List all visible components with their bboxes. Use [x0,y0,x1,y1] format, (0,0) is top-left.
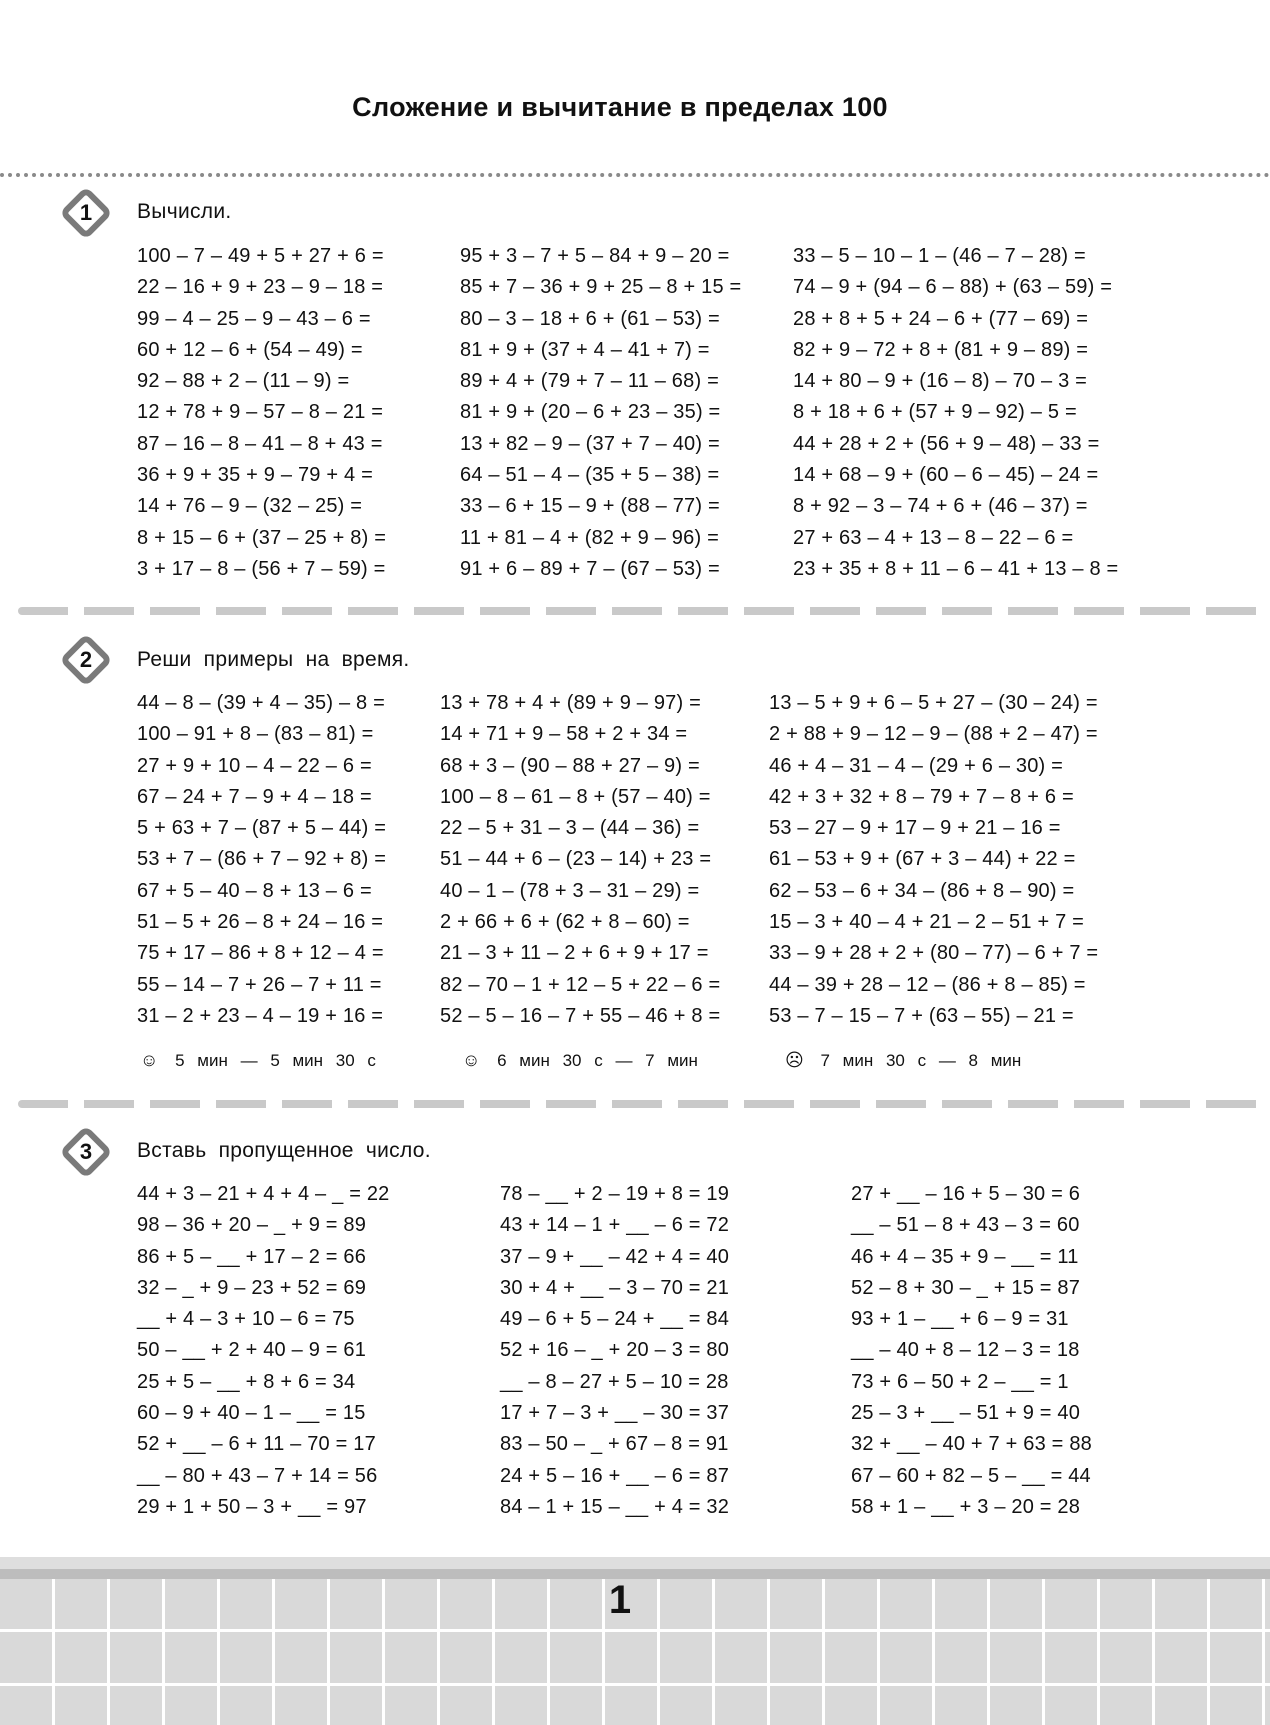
equation-row: 82 – 70 – 1 + 12 – 5 + 22 – 6 = [440,973,721,996]
equation-row: 28 + 8 + 5 + 24 – 6 + (77 – 69) = [793,307,1089,330]
equation-row: 14 + 80 – 9 + (16 – 8) – 70 – 3 = [793,370,1088,393]
dashed-divider [18,1100,1268,1108]
equation-row: 22 – 5 + 31 – 3 – (44 – 36) = [440,817,700,840]
equation-row: 85 + 7 – 36 + 9 + 25 – 8 + 15 = [460,276,742,299]
task-3-column-3 [851,1179,1092,1523]
equation-row: 42 + 3 + 32 + 8 – 79 + 7 – 8 + 6 = [769,785,1074,808]
equation-row: 74 – 9 + (94 – 6 – 88) + (63 – 59) = [793,276,1113,299]
equation-row: 52 – 8 + 30 – _ + 15 = 87 [851,1276,1081,1299]
equation-row: 75 + 17 – 86 + 8 + 12 – 4 = [137,942,384,965]
equation-row: 36 + 9 + 35 + 9 – 79 + 4 = [137,464,373,487]
equation-row: __ – 51 – 8 + 43 – 3 = 60 [851,1214,1080,1237]
equation-row: __ – 8 – 27 + 5 – 10 = 28 [500,1370,729,1393]
page-number: 1 [608,1578,632,1622]
task-1-badge [57,184,117,244]
equation-row: 51 – 5 + 26 – 8 + 24 – 16 = [137,911,384,934]
dotted-divider [0,173,1270,177]
equation-row: 2 + 66 + 6 + (62 + 8 – 60) = [440,911,690,934]
task-2-column-2 [440,688,720,1032]
equation-row: 13 + 82 – 9 – (37 + 7 – 40) = [460,432,720,455]
task-2-number: 2 [79,647,93,672]
equation-row: 22 – 16 + 9 + 23 – 9 – 18 = [137,276,384,299]
equation-row: 44 – 39 + 28 – 12 – (86 + 8 – 85) = [769,973,1086,996]
equation-row: 17 + 7 – 3 + __ – 30 = 37 [500,1402,730,1425]
equation-row: 80 – 3 – 18 + 6 + (61 – 53) = [460,307,720,330]
equation-row: 92 – 88 + 2 – (11 – 9) = [137,370,350,393]
equation-row: 46 + 4 – 31 – 4 – (29 + 6 – 30) = [769,754,1064,777]
equation-row: 44 – 8 – (39 + 4 – 35) – 8 = [137,692,386,714]
task-1-number: 1 [79,200,93,225]
equation-row: 21 – 3 + 11 – 2 + 6 + 9 + 17 = [440,942,709,965]
task-1-column-3 [793,241,1118,585]
equation-row: 5 + 63 + 7 – (87 + 5 – 44) = [137,817,387,840]
equation-row: 67 + 5 – 40 – 8 + 13 – 6 = [137,879,372,902]
equation-row: 24 + 5 – 16 + __ – 6 = 87 [500,1464,730,1487]
task-3-number: 3 [79,1139,93,1164]
equation-row: 89 + 4 + (79 + 7 – 11 – 68) = [460,370,719,393]
equation-row: 83 – 50 – _ + 67 – 8 = 91 [500,1433,729,1456]
equation-row: 81 + 9 + (37 + 4 – 41 + 7) = [460,338,710,361]
equation-row: 33 – 5 – 10 – 1 – (46 – 7 – 28) = [793,245,1086,267]
task-3-column-1 [137,1179,389,1523]
equation-row: 25 – 3 + __ – 51 + 9 = 40 [851,1402,1081,1425]
equation-row: 100 – 91 + 8 – (83 – 81) = [137,723,374,746]
equation-row: 8 + 18 + 6 + (57 + 9 – 92) – 5 = [793,401,1077,424]
smile-icon: ☺ [462,1050,481,1070]
equation-row: 13 – 5 + 9 + 6 – 5 + 27 – (30 – 24) = [769,692,1098,714]
equation-row: 50 – __ + 2 + 40 – 9 = 61 [137,1339,367,1362]
equation-row: 27 + 63 – 4 + 13 – 8 – 22 – 6 = [793,526,1074,549]
task-1-column-1 [137,241,386,585]
equation-row: 55 – 14 – 7 + 26 – 7 + 11 = [137,973,382,996]
equation-row: 53 + 7 – (86 + 7 – 92 + 8) = [137,848,387,871]
equation-row: 25 + 5 – __ + 8 + 6 = 34 [137,1370,356,1393]
equation-row: 37 – 9 + __ – 42 + 4 = 40 [500,1245,730,1268]
equation-row: 46 + 4 – 35 + 9 – __ = 11 [851,1245,1079,1268]
dashed-divider [18,607,1268,615]
equation-row: 95 + 3 – 7 + 5 – 84 + 9 – 20 = [460,245,730,267]
equation-row: 40 – 1 – (78 + 3 – 31 – 29) = [440,879,700,902]
timing-medium [462,1050,698,1071]
equation-row: 100 – 8 – 61 – 8 + (57 – 40) = [440,785,711,808]
equation-row: 86 + 5 – __ + 17 – 2 = 66 [137,1245,367,1268]
task-2-column-1 [137,688,386,1032]
frown-icon: ☹ [785,1050,804,1070]
equation-row: 93 + 1 – __ + 6 – 9 = 31 [851,1308,1069,1331]
task-3-badge [57,1123,117,1183]
equation-row: 99 – 4 – 25 – 9 – 43 – 6 = [137,307,371,330]
task-2-badge [57,631,117,691]
equation-row: 3 + 17 – 8 – (56 + 7 – 59) = [137,557,386,580]
task-2-title: Реши примеры на время. [137,648,410,671]
task-1-title: Вычисли. [137,200,232,223]
equation-row: 58 + 1 – __ + 3 – 20 = 28 [851,1495,1081,1518]
equation-row: 44 + 28 + 2 + (56 + 9 – 48) – 33 = [793,432,1100,455]
equation-row: 49 – 6 + 5 – 24 + __ = 84 [500,1308,730,1331]
equation-row: 29 + 1 + 50 – 3 + __ = 97 [137,1495,367,1518]
timing-slow [785,1050,1021,1071]
equation-row: 53 – 27 – 9 + 17 – 9 + 21 – 16 = [769,817,1061,840]
equation-row: 53 – 7 – 15 – 7 + (63 – 55) – 21 = [769,1004,1074,1027]
equation-row: 15 – 3 + 40 – 4 + 21 – 2 – 51 + 7 = [769,911,1085,934]
equation-row: 23 + 35 + 8 + 11 – 6 – 41 + 13 – 8 = [793,557,1119,580]
timing-medium-text: 6 мин 30 с — 7 мин [497,1051,698,1070]
equation-row: 27 + __ – 16 + 5 – 30 = 6 [851,1183,1081,1205]
equation-row: 52 + 16 – _ + 20 – 3 = 80 [500,1339,730,1362]
equation-row: 61 – 53 + 9 + (67 + 3 – 44) + 22 = [769,848,1076,871]
equation-row: 8 + 15 – 6 + (37 – 25 + 8) = [137,526,387,549]
equation-row: 8 + 92 – 3 – 74 + 6 + (46 – 37) = [793,495,1088,518]
equation-row: 73 + 6 – 50 + 2 – __ = 1 [851,1370,1069,1393]
equation-row: 31 – 2 + 23 – 4 – 19 + 16 = [137,1004,384,1027]
equation-row: 30 + 4 + __ – 3 – 70 = 21 [500,1276,730,1299]
equation-row: 14 + 68 – 9 + (60 – 6 – 45) – 24 = [793,464,1099,487]
equation-row: 32 + __ – 40 + 7 + 63 = 88 [851,1433,1092,1456]
equation-row: 52 + __ – 6 + 11 – 70 = 17 [137,1433,376,1456]
equation-row: __ – 40 + 8 – 12 – 3 = 18 [851,1339,1080,1362]
equation-row: __ – 80 + 43 – 7 + 14 = 56 [137,1464,378,1487]
equation-row: 98 – 36 + 20 – _ + 9 = 89 [137,1214,367,1237]
equation-row: 60 + 12 – 6 + (54 – 49) = [137,338,363,361]
equation-row: 60 – 9 + 40 – 1 – __ = 15 [137,1402,366,1425]
equation-row: 84 – 1 + 15 – __ + 4 = 32 [500,1495,730,1518]
equation-row: 68 + 3 – (90 – 88 + 27 – 9) = [440,754,700,777]
equation-row: 100 – 7 – 49 + 5 + 27 + 6 = [137,245,384,267]
equation-row: 82 + 9 – 72 + 8 + (81 + 9 – 89) = [793,338,1089,361]
equation-row: 2 + 88 + 9 – 12 – 9 – (88 + 2 – 47) = [769,723,1098,746]
equation-row: 67 – 24 + 7 – 9 + 4 – 18 = [137,785,372,808]
equation-row: 14 + 71 + 9 – 58 + 2 + 34 = [440,723,688,746]
task-1-column-2 [460,241,741,585]
equation-row: 33 – 9 + 28 + 2 + (80 – 77) – 6 + 7 = [769,942,1099,965]
equation-row: 13 + 78 + 4 + (89 + 9 – 97) = [440,692,701,714]
timing-fast-text: 5 мин — 5 мин 30 с [175,1051,376,1070]
equation-row: __ + 4 – 3 + 10 – 6 = 75 [137,1308,355,1331]
equation-row: 62 – 53 – 6 + 34 – (86 + 8 – 90) = [769,879,1075,902]
equation-row: 11 + 81 – 4 + (82 + 9 – 96) = [460,526,719,549]
equation-row: 33 – 6 + 15 – 9 + (88 – 77) = [460,495,720,518]
smile-icon: ☺ [140,1050,159,1070]
equation-row: 51 – 44 + 6 – (23 – 14) + 23 = [440,848,712,871]
timing-fast [140,1050,376,1071]
equation-row: 52 – 5 – 16 – 7 + 55 – 46 + 8 = [440,1004,721,1027]
page-title: Сложение и вычитание в пределах 100 [352,92,888,122]
equation-row: 67 – 60 + 82 – 5 – __ = 44 [851,1464,1091,1487]
task-2-column-3 [769,688,1098,1032]
equation-row: 87 – 16 – 8 – 41 – 8 + 43 = [137,432,383,455]
task-3-title: Вставь пропущенное число. [137,1139,431,1162]
equation-row: 43 + 14 – 1 + __ – 6 = 72 [500,1214,730,1237]
equation-row: 64 – 51 – 4 – (35 + 5 – 38) = [460,464,720,487]
timing-slow-text: 7 мин 30 с — 8 мин [820,1051,1022,1070]
equation-row: 44 + 3 – 21 + 4 + 4 – _ = 22 [137,1183,390,1205]
equation-row: 27 + 9 + 10 – 4 – 22 – 6 = [137,754,372,777]
equation-row: 81 + 9 + (20 – 6 + 23 – 35) = [460,401,721,424]
equation-row: 14 + 76 – 9 – (32 – 25) = [137,495,363,518]
equation-row: 78 – __ + 2 – 19 + 8 = 19 [500,1183,730,1205]
equation-row: 32 – _ + 9 – 23 + 52 = 69 [137,1276,367,1299]
equation-row: 91 + 6 – 89 + 7 – (67 – 53) = [460,557,720,580]
equation-row: 12 + 78 + 9 – 57 – 8 – 21 = [137,401,384,424]
task-3-column-2 [500,1179,729,1523]
